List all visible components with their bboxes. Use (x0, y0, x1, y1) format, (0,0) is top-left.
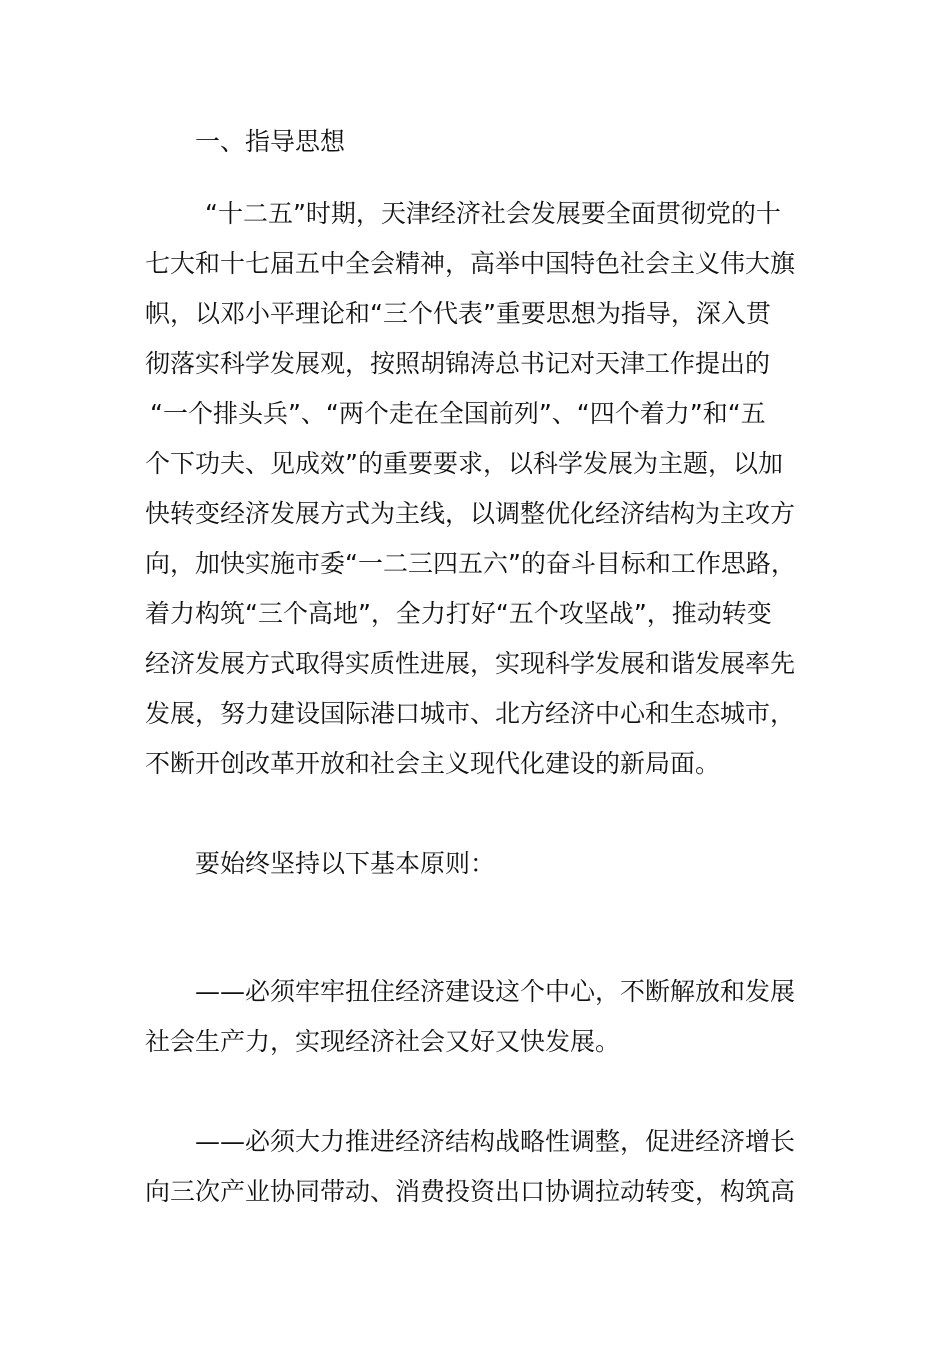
paragraph-line: 发展，努力建设国际港口城市、北方经济中心和生态城市， (145, 699, 796, 728)
paragraph-line: 向，加快实施市委“一二三四五六”的奋斗目标和工作思路， (145, 549, 796, 578)
principle-line: ——必须大力推进经济结构战略性调整，促进经济增长 (195, 1127, 796, 1156)
paragraph-line: 个下功夫、见成效”的重要要求，以科学发展为主题，以加 (145, 449, 783, 478)
paragraph-line: “一个排头兵”、“两个走在全国前列”、“四个着力”和“五 (150, 399, 766, 428)
paragraph-line: 经济发展方式取得实质性进展，实现科学发展和谐发展率先 (145, 649, 796, 678)
principle-line: ——必须牢牢扭住经济建设这个中心，不断解放和发展 (195, 977, 796, 1006)
principle-line: 社会生产力，实现经济社会又好又快发展。 (145, 1027, 621, 1056)
paragraph-line: 不断开创改革开放和社会主义现代化建设的新局面。 (145, 749, 721, 778)
principles-intro: 要始终坚持以下基本原则： (195, 849, 496, 878)
paragraph-line: 帜，以邓小平理论和“三个代表”重要思想为指导，深入贯 (145, 299, 771, 328)
paragraph-line: 着力构筑“三个高地”，全力打好“五个攻坚战”，推动转变 (145, 599, 772, 628)
paragraph-line: “十二五”时期，天津经济社会发展要全面贯彻党的十 (205, 199, 781, 228)
principle-line: 向三次产业协同带动、消费投资出口协调拉动转变，构筑高 (145, 1177, 796, 1206)
paragraph-line: 快转变经济发展方式为主线，以调整优化经济结构为主攻方 (145, 499, 796, 528)
paragraph-line: 彻落实科学发展观，按照胡锦涛总书记对天津工作提出的 (145, 349, 771, 378)
paragraph-line: 七大和十七届五中全会精神，高举中国特色社会主义伟大旗 (145, 249, 796, 278)
section-heading: 一、指导思想 (195, 127, 346, 156)
